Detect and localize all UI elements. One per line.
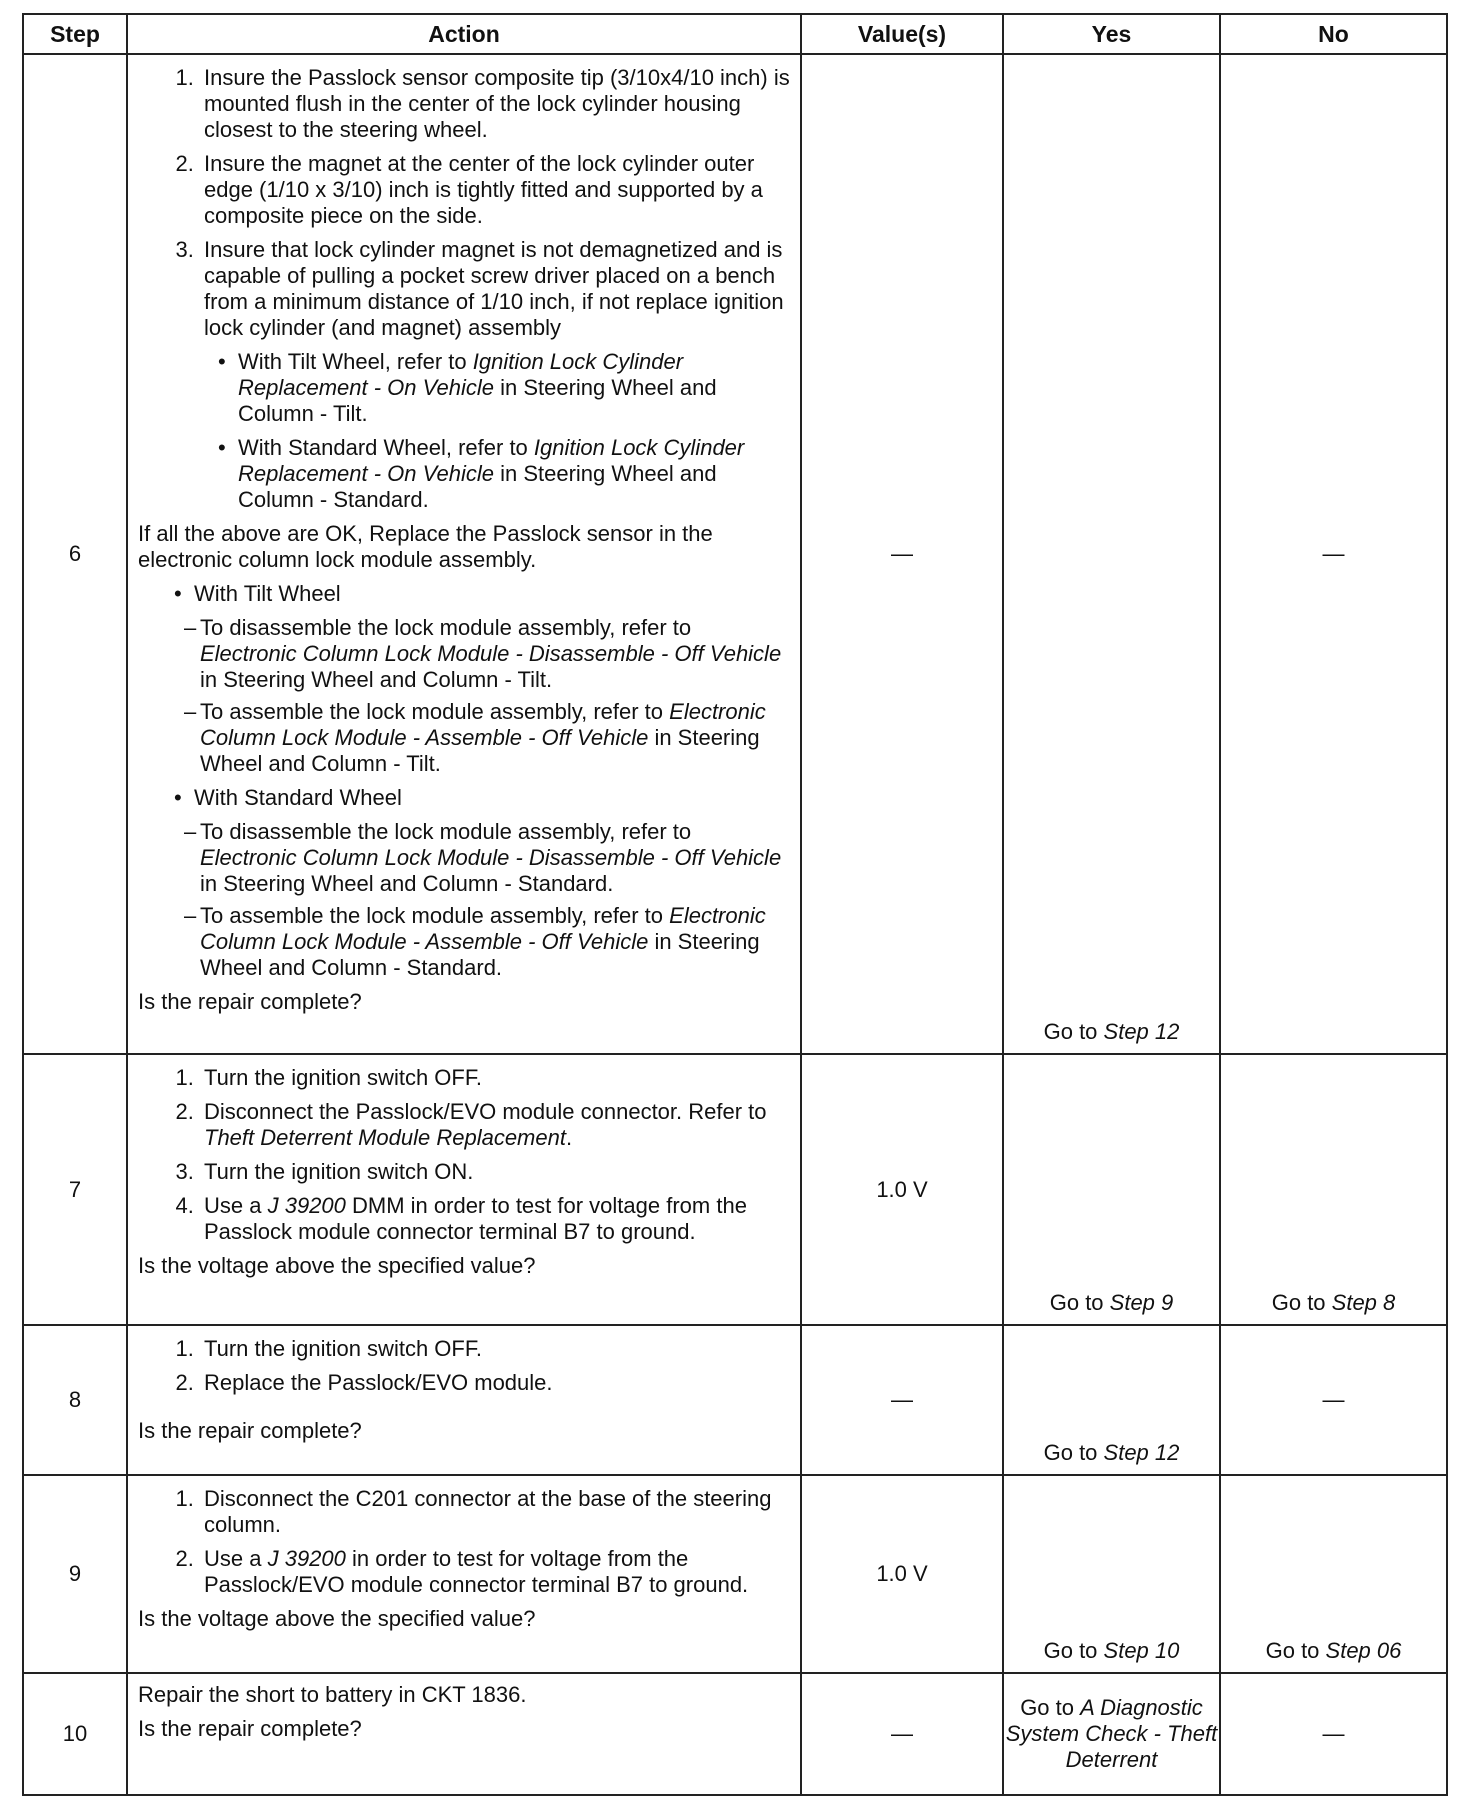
text: Go to bbox=[1043, 1638, 1104, 1663]
question: Is the repair complete? bbox=[138, 1418, 362, 1443]
value-cell: 1.0 V bbox=[801, 1054, 1003, 1325]
list-item-text: Insure that lock cylinder magnet is not demagnetized and is capable of pulling a pocket screw driver placed on a bench from a minimum distance of 1/10 inch, if not replace ignition lock cylinder (and magnet) assembly bbox=[204, 237, 784, 340]
step-link[interactable]: Step 9 bbox=[1109, 1290, 1174, 1315]
step-link[interactable]: Step 8 bbox=[1331, 1290, 1396, 1315]
diagnostic-table bbox=[22, 13, 1448, 1796]
header-step: Step bbox=[23, 14, 127, 54]
question: Is the repair complete? bbox=[138, 1716, 362, 1741]
text: To assemble the lock module assembly, refer to bbox=[200, 699, 670, 724]
text: in Steering Wheel and Column - Tilt. bbox=[238, 375, 717, 426]
standard-dash-list bbox=[138, 819, 792, 981]
no-cell: — bbox=[1220, 1325, 1447, 1475]
text: DMM in order to test for voltage from the Passlock module connector terminal B7 to ground. bbox=[204, 1193, 747, 1244]
reference-link[interactable]: Electronic Column Lock Module - Disassemble - Off Vehicle bbox=[200, 845, 782, 870]
step-number: 6 bbox=[23, 54, 127, 1054]
header-no: No bbox=[1220, 14, 1447, 54]
no-cell bbox=[1220, 1475, 1447, 1673]
text: Go to bbox=[1265, 1638, 1326, 1663]
header-values: Value(s) bbox=[801, 14, 1003, 54]
standard-list bbox=[138, 785, 792, 811]
table-row bbox=[23, 1054, 1447, 1325]
yes-cell bbox=[1003, 1054, 1220, 1325]
list-item bbox=[200, 1546, 792, 1598]
list-item bbox=[184, 903, 792, 981]
action-list bbox=[138, 1065, 792, 1245]
text: in Steering Wheel and Column - Tilt. bbox=[200, 667, 553, 692]
list-item: • With Tilt Wheel bbox=[170, 581, 792, 607]
reference-link[interactable]: Ignition Lock Cylinder Replacement - On Vehicle bbox=[238, 349, 684, 400]
no-cell: — bbox=[1220, 1673, 1447, 1795]
action-cell bbox=[127, 54, 801, 1054]
yes-cell bbox=[1003, 54, 1220, 1054]
question: Is the voltage above the specified value? bbox=[138, 1253, 536, 1278]
question: Is the voltage above the specified value? bbox=[138, 1606, 536, 1631]
yes-cell bbox=[1003, 1475, 1220, 1673]
table-row bbox=[23, 1325, 1447, 1475]
step-number: 7 bbox=[23, 1054, 127, 1325]
text: in Steering Wheel and Column - Standard. bbox=[200, 871, 614, 896]
action-cell bbox=[127, 1475, 801, 1673]
reference-link[interactable]: Electronic Column Lock Module - Assemble - Off Vehicle bbox=[200, 903, 766, 954]
yes-cell bbox=[1003, 1673, 1220, 1795]
list-item: 1. Turn the ignition switch OFF. bbox=[200, 1065, 792, 1091]
text: Go to bbox=[1049, 1290, 1110, 1315]
list-item: 2. Insure the magnet at the center of the lock cylinder outer edge (1/10 x 3/10) inch is tightly fitted and supported by a composite piece on the side. bbox=[200, 151, 792, 229]
header-action: Action bbox=[127, 14, 801, 54]
tool-reference: J 39200 bbox=[267, 1546, 346, 1571]
action-cell bbox=[127, 1325, 801, 1475]
text: in Steering Wheel and Column - Standard. bbox=[238, 461, 717, 512]
list-item bbox=[200, 237, 792, 513]
text: Disconnect the Passlock/EVO module connector. Refer to bbox=[204, 1099, 767, 1124]
list-item: • With Standard Wheel bbox=[170, 785, 792, 811]
text: in Steering Wheel and Column - Standard. bbox=[200, 929, 760, 980]
step-link[interactable]: A Diagnostic System Check - Theft Deterrent bbox=[1005, 1695, 1218, 1772]
text: To disassemble the lock module assembly, refer to bbox=[200, 819, 692, 844]
text: To assemble the lock module assembly, refer to bbox=[200, 903, 670, 928]
text: Go to bbox=[1043, 1440, 1104, 1465]
text: Use a bbox=[204, 1193, 268, 1218]
reference-link[interactable]: Electronic Column Lock Module - Disassemble - Off Vehicle bbox=[200, 641, 782, 666]
step-number: 10 bbox=[23, 1673, 127, 1795]
list-item bbox=[184, 819, 792, 897]
sub-list bbox=[204, 349, 792, 513]
tool-reference: J 39200 bbox=[267, 1193, 346, 1218]
table-row bbox=[23, 54, 1447, 1054]
step-link[interactable]: Step 10 bbox=[1103, 1638, 1180, 1663]
repair-instruction: Repair the short to battery in CKT 1836. bbox=[138, 1682, 527, 1707]
table-row bbox=[23, 1475, 1447, 1673]
reference-link[interactable]: Ignition Lock Cylinder Replacement - On Vehicle bbox=[238, 435, 745, 486]
step-link[interactable]: Step 06 bbox=[1325, 1638, 1402, 1663]
no-cell bbox=[1220, 1054, 1447, 1325]
step-number: 9 bbox=[23, 1475, 127, 1673]
value-cell: — bbox=[801, 54, 1003, 1054]
list-item: 3. Turn the ignition switch ON. bbox=[200, 1159, 792, 1185]
header-row bbox=[23, 14, 1447, 54]
step-link[interactable]: Step 12 bbox=[1103, 1440, 1180, 1465]
value-cell: 1.0 V bbox=[801, 1475, 1003, 1673]
question: Is the repair complete? bbox=[138, 989, 362, 1014]
text: Use a bbox=[204, 1546, 268, 1571]
tilt-dash-list bbox=[138, 615, 792, 777]
action-cell bbox=[127, 1673, 801, 1795]
reference-link[interactable]: Electronic Column Lock Module - Assemble - Off Vehicle bbox=[200, 699, 766, 750]
text: in order to test for voltage from the Passlock/EVO module connector terminal B7 to ground. bbox=[204, 1546, 749, 1597]
value-cell: — bbox=[801, 1673, 1003, 1795]
text: Go to bbox=[1020, 1695, 1081, 1720]
list-item bbox=[214, 349, 792, 427]
list-item bbox=[200, 1193, 792, 1245]
text: To disassemble the lock module assembly, refer to bbox=[200, 615, 692, 640]
list-item bbox=[200, 1099, 792, 1151]
header-yes: Yes bbox=[1003, 14, 1220, 54]
yes-cell bbox=[1003, 1325, 1220, 1475]
action-list bbox=[138, 65, 792, 513]
list-item bbox=[184, 699, 792, 777]
table-row bbox=[23, 1673, 1447, 1795]
list-item: 2. Replace the Passlock/EVO module. bbox=[200, 1370, 792, 1396]
no-cell: — bbox=[1220, 54, 1447, 1054]
text: With Tilt Wheel, refer to bbox=[238, 349, 473, 374]
text: . bbox=[565, 1125, 573, 1150]
list-item bbox=[214, 435, 792, 513]
replace-instruction: If all the above are OK, Replace the Passlock sensor in the electronic column lock module assembly. bbox=[138, 521, 713, 572]
text: With Standard Wheel, refer to bbox=[238, 435, 534, 460]
text: Go to bbox=[1043, 1019, 1104, 1044]
text: in Steering Wheel and Column - Tilt. bbox=[200, 725, 760, 776]
text: Go to bbox=[1271, 1290, 1332, 1315]
list-item: 1. Turn the ignition switch OFF. bbox=[200, 1336, 792, 1362]
step-link[interactable]: Step 12 bbox=[1103, 1019, 1180, 1044]
action-cell bbox=[127, 1054, 801, 1325]
action-list bbox=[138, 1486, 792, 1598]
list-item: 1. Insure the Passlock sensor composite tip (3/10x4/10 inch) is mounted flush in the center of the lock cylinder housing closest to the steering wheel. bbox=[200, 65, 792, 143]
value-cell: — bbox=[801, 1325, 1003, 1475]
list-item bbox=[184, 615, 792, 693]
action-list bbox=[138, 1336, 792, 1396]
tilt-list bbox=[138, 581, 792, 607]
list-item: 1. Disconnect the C201 connector at the base of the steering column. bbox=[200, 1486, 792, 1538]
step-number: 8 bbox=[23, 1325, 127, 1475]
reference-link[interactable]: Theft Deterrent Module Replacement bbox=[204, 1125, 566, 1150]
